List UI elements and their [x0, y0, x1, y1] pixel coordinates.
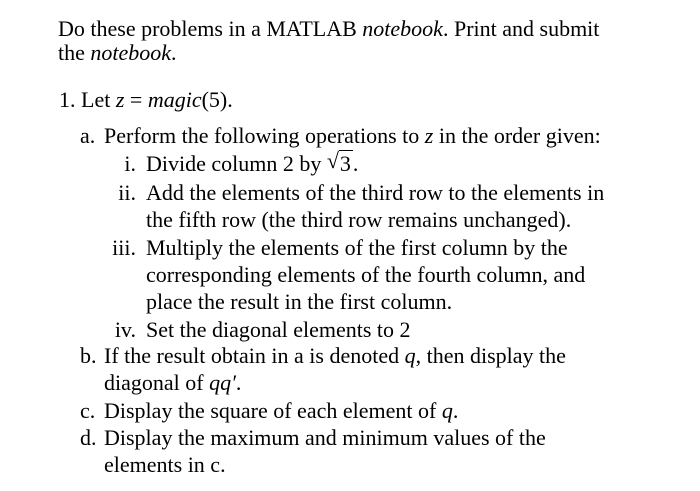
- intro-text: .: [171, 40, 177, 65]
- part-b-text: If the result obtain in a is denoted: [104, 343, 405, 368]
- part-b-label: b.: [80, 343, 97, 368]
- part-d-label: d.: [80, 425, 97, 450]
- item-iv-line-1: Set the diagonal elements to 2: [146, 317, 411, 342]
- intro-text: Do these problems in a MATLAB: [58, 16, 363, 41]
- part-b-text: .: [235, 370, 242, 395]
- part-c-text-end: .: [452, 398, 459, 423]
- item-i-line: Divide column 2 by: [146, 151, 327, 176]
- part-b-line-2: [104, 371, 241, 395]
- intro-line-2: [58, 41, 177, 65]
- item-iv-number: iv.: [114, 317, 136, 342]
- part-d-line-1: Display the maximum and minimum values of the: [104, 425, 546, 450]
- item-ii-number: ii.: [118, 180, 136, 205]
- item-iii-number: iii.: [112, 235, 136, 260]
- radicand: 3: [339, 151, 351, 176]
- variable-z: z: [115, 87, 125, 112]
- variable-z: z: [424, 123, 434, 148]
- sqrt-symbol: [326, 148, 353, 176]
- part-a-text-start: Perform the following operations to: [104, 123, 425, 148]
- part-c-text-start: Display the square of each element of: [104, 398, 442, 423]
- part-a-text-end: in the order given:: [433, 123, 601, 148]
- item-ii-line-2: the fifth row (the third row remains unchanged).: [146, 207, 572, 232]
- part-d-line-2: elements in c.: [104, 452, 226, 477]
- magic-function: magic: [147, 87, 202, 112]
- variable-q: q: [441, 398, 453, 423]
- part-a-label: a.: [80, 123, 96, 148]
- problem-1-label: 1. Let: [59, 87, 116, 112]
- equals-sign: =: [124, 87, 148, 112]
- item-iii-line-1: Multiply the elements of the first column by the: [146, 235, 568, 260]
- magic-argument: (5).: [201, 87, 233, 112]
- part-b-text: , then display the: [415, 343, 566, 368]
- problem-1-statement: [59, 88, 233, 112]
- item-ii-line-1: Add the elements of the third row to the elements in: [146, 180, 605, 205]
- intro-line-1: [58, 17, 599, 41]
- intro-notebook-word: notebook: [90, 40, 172, 65]
- item-i-number: i.: [124, 151, 136, 176]
- variable-q: q: [404, 343, 416, 368]
- intro-notebook-word: notebook: [362, 16, 443, 41]
- part-c-label: c.: [80, 398, 96, 423]
- item-i-text: [146, 148, 359, 176]
- part-c-text: [104, 399, 458, 423]
- item-i-period: .: [352, 151, 359, 176]
- part-b-text: diagonal of: [104, 370, 210, 395]
- item-iii-line-3: place the result in the first column.: [146, 289, 453, 314]
- variable-qq-transpose: qq′: [209, 370, 236, 395]
- part-a-text: [104, 124, 601, 148]
- intro-text: the: [58, 40, 91, 65]
- radical-sign: √: [326, 148, 339, 173]
- part-b-line-1: [104, 344, 566, 368]
- item-iii-line-2: corresponding elements of the fourth column, and: [146, 262, 586, 287]
- intro-text: . Print and submit: [442, 16, 600, 41]
